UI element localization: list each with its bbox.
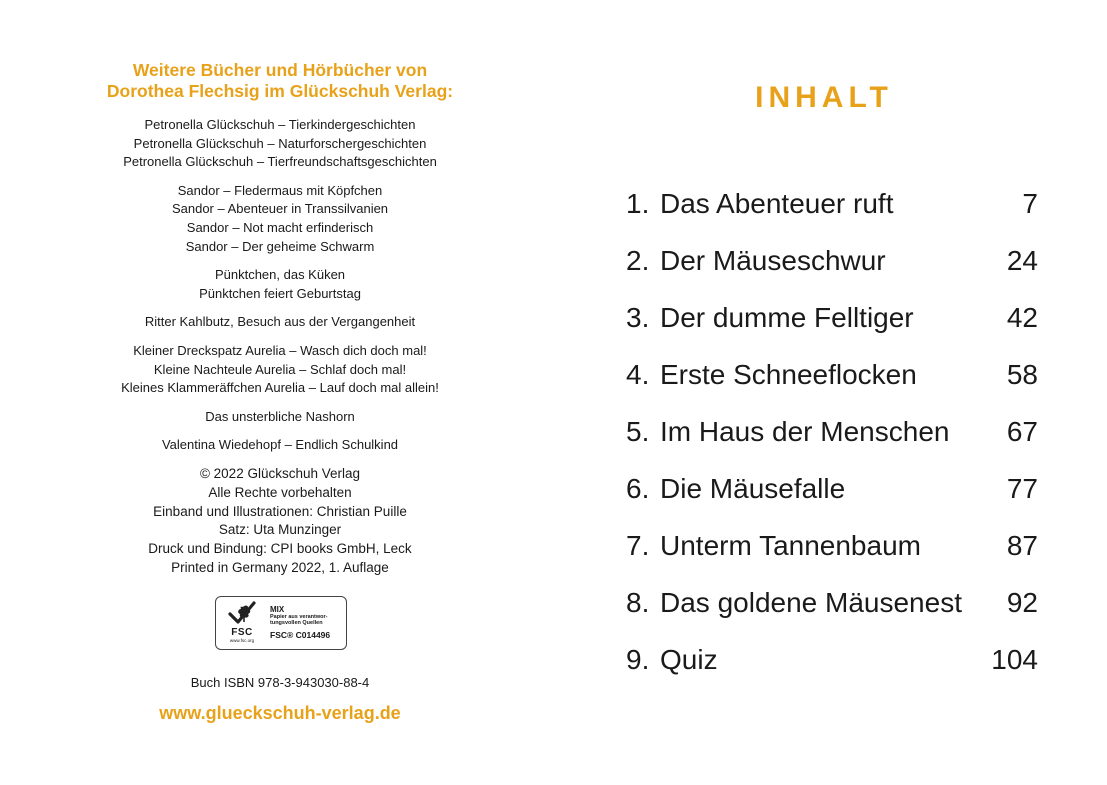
book-group-puenktchen [40,266,520,303]
book-title: Das unsterbliche Nashorn [205,408,355,424]
toc-entry-page: 67 [1006,416,1038,447]
book-title: Pünktchen, das Küken [214,267,346,283]
rights-line: Alle Rechte vorbehalten [208,484,352,500]
toc-entry-title: Der Mäuseschwur [660,245,886,276]
right-page [626,80,1038,695]
toc-entry-number: 5. [626,416,650,447]
book-title: Sandor – Der geheime Schwarm [185,238,375,254]
book-title: Petronella Glückschuh – Tierkindergeschichten [144,117,416,132]
book-group-aurelia [40,342,520,398]
toc-entry [626,581,1038,638]
toc-entry-page: 87 [1006,530,1038,561]
more-books-heading [40,60,520,102]
toc-entry-title: Erste Schneeflocken [660,359,917,390]
book-title: Ritter Kahlbutz, Besuch aus der Vergangenheit [144,314,416,330]
toc-entry-number: 8. [626,587,650,618]
toc-entry-title: Der dumme Felltiger [660,302,914,333]
toc-entry-title: Unterm Tannenbaum [660,530,921,561]
toc-entry [626,182,1038,239]
toc-entry-title: Quiz [660,644,718,675]
toc-entry-title: Im Haus der Menschen [660,416,950,447]
toc-entry-number: 3. [626,302,650,333]
toc-entry-number: 4. [626,359,650,390]
heading-line-2: Dorothea Flechsig im Glückschuh Verlag: [106,81,454,101]
toc-entry [626,239,1038,296]
book-group-sandor [40,182,520,256]
fsc-desc-line-2: tungsvollen Quellen [270,620,323,627]
toc-entry-number: 6. [626,473,650,504]
book-list [40,116,520,455]
fsc-tree-check-icon [227,600,257,628]
book-group-valentina [40,436,520,455]
publisher-website: www.glueckschuh-verlag.de [159,702,401,723]
isbn: Buch ISBN 978-3-943030-88-4 [190,674,370,690]
toc-entry-page: 24 [1006,245,1038,276]
fsc-logo [222,600,262,646]
imprint [40,465,520,578]
toc-entry-title: Das Abenteuer ruft [660,188,894,219]
toc-entry-number: 9. [626,644,650,675]
toc-entry [626,296,1038,353]
toc-entry [626,353,1038,410]
toc-entry-page: 42 [1006,302,1038,333]
toc-entry-title: Das goldene Mäusenest [660,587,962,618]
toc-title: INHALT [755,81,893,114]
table-of-contents [626,182,1038,695]
heading-line-1: Weitere Bücher und Hörbücher von [132,60,428,80]
fsc-desc-line-1: Papier aus verantwor- [270,613,328,620]
book-title: Pünktchen feiert Geburtstag [199,285,361,301]
book-group-ritter [40,313,520,332]
toc-entry-number: 2. [626,245,650,276]
illustrations-line: Einband und Illustrationen: Christian Puille [153,503,407,519]
fsc-badge [215,596,347,650]
copyright-line: © 2022 Glückschuh Verlag [199,465,361,481]
toc-entry-number: 1. [626,188,650,219]
left-page [40,60,520,724]
toc-entry [626,524,1038,581]
book-title: Petronella Glückschuh – Tierfreundschaftsgeschichten [123,154,437,170]
toc-entry [626,638,1038,695]
toc-entry-page: 77 [1006,473,1038,504]
book-group-petronella [40,116,520,172]
fsc-text [262,605,340,641]
toc-entry [626,410,1038,467]
edition-line: Printed in Germany 2022, 1. Auflage [171,559,389,575]
book-title: Sandor – Abenteuer in Transsilvanien [171,201,389,217]
fsc-mix-label: MIX [270,604,285,614]
book-title: Kleine Nachteule Aurelia – Schlaf doch mal! [153,361,407,377]
book-title: Sandor – Fledermaus mit Köpfchen [177,182,383,198]
typesetting-line: Satz: Uta Munzinger [218,522,342,538]
book-title: Valentina Wiedehopf – Endlich Schulkind [161,437,399,453]
toc-entry-page: 7 [1022,188,1038,219]
book-title: Petronella Glückschuh – Naturforschergeschichten [133,135,427,151]
toc-entry-page: 104 [991,644,1038,675]
book-group-nashorn [40,408,520,427]
book-title: Kleiner Dreckspatz Aurelia – Wasch dich doch mal! [133,342,427,358]
fsc-logo-word: FSC [231,626,253,638]
fsc-code: FSC® C014496 [270,629,331,640]
book-title: Sandor – Not macht erfinderisch [186,219,374,235]
toc-entry [626,467,1038,524]
toc-entry-page: 58 [1006,359,1038,390]
toc-entry-title: Die Mäusefalle [660,473,846,504]
toc-entry-page: 92 [1006,587,1038,618]
toc-entry-number: 7. [626,530,650,561]
book-title: Kleines Klammeräffchen Aurelia – Lauf doch mal allein! [121,380,439,396]
printing-line: Druck und Bindung: CPI books GmbH, Leck [148,541,412,557]
fsc-logo-url: www.fsc.org [229,637,255,643]
